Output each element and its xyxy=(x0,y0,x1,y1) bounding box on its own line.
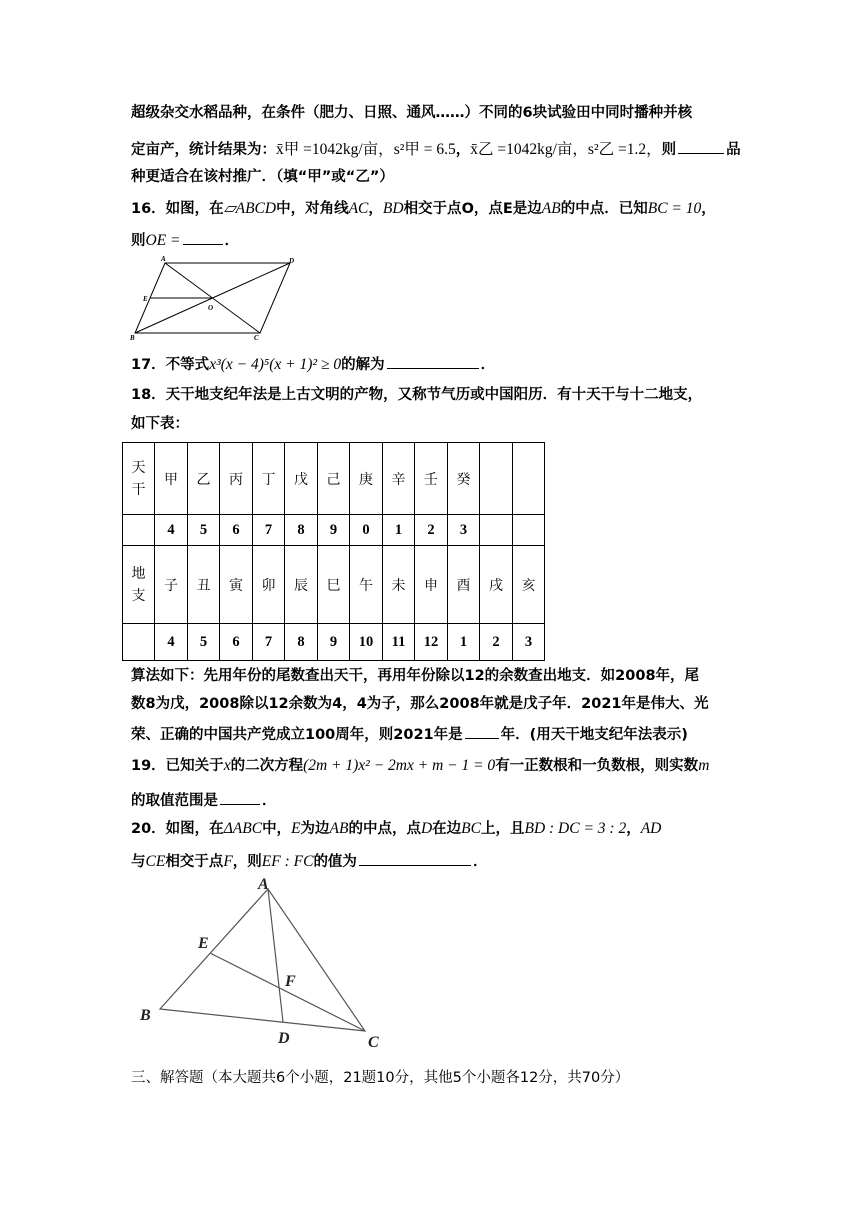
tiangan-label: 天 干 xyxy=(123,443,155,515)
q18-algo2: 数8为戊，2008除以12余数为4，4为子，那么2008年就是戊子年．2021年是伟大、光 xyxy=(131,696,709,712)
q20-line1: 20．如图，在ΔABC中，E为边AB的中点，点D在边BC上，且BD : DC = 3 : 2，AD xyxy=(131,820,662,837)
q20-line2: 与CE相交于点F，则EF : FC的值为 ． xyxy=(131,849,487,872)
s2-yi: s²乙 =1.2， xyxy=(587,141,662,158)
xbar-yi: x̄乙 =1042kg/亩， xyxy=(470,141,588,158)
q18-line1: 18．天干地支纪年法是上古文明的产物，又称节气历或中国阳历．有十天干与十二地支， xyxy=(131,387,703,403)
dizhi-num-row: 4 5 6 7 8 9 10 11 12 1 2 3 xyxy=(123,624,545,661)
quadratic-equation: (2m + 1)x² − 2mx + m − 1 = 0 xyxy=(303,757,496,774)
q18-algo1: 算法如下：先用年份的尾数查出天干，再用年份除以12的余数查出地支．如2008年，尾 xyxy=(131,668,700,684)
q15-line2: 定亩产，统计结果为：x̄甲 =1042kg/亩，s²甲 = 6.5，x̄乙 =1042kg/亩，s²乙 =1.2，则 品 xyxy=(131,137,741,160)
label-E: E xyxy=(143,295,148,303)
s2-jia: s²甲 = 6.5 xyxy=(393,141,456,158)
triangle-figure xyxy=(132,876,394,1056)
label-A: A xyxy=(161,255,166,263)
answer-blank-q16[interactable] xyxy=(183,228,223,245)
q18-line2: 如下表： xyxy=(131,416,189,432)
q19-line2: 的取值范围是 ． xyxy=(131,788,277,811)
tiangan-row: 天 干 甲 乙 丙 丁 戊 己 庚 辛 壬 癸 xyxy=(123,443,545,515)
label-C: C xyxy=(254,334,259,342)
answer-blank-q19[interactable] xyxy=(220,788,260,805)
parallelogram-figure xyxy=(125,255,295,345)
label-B: B xyxy=(130,334,135,342)
section3-heading: 三、解答题（本大题共6个小题，21题10分，其他5个小题各12分，共70分） xyxy=(131,1070,630,1086)
dizhi-row: 地 支 子 丑 寅 卯 辰 巳 午 未 申 酉 戌 亥 xyxy=(123,546,545,624)
dizhi-label: 地 支 xyxy=(123,546,155,624)
label-B2: B xyxy=(140,1007,151,1024)
q17-line: 17．不等式x³(x − 4)⁵(x + 1)² ≥ 0的解为 ． xyxy=(131,352,495,375)
answer-blank-q20[interactable] xyxy=(359,849,471,866)
label-D: D xyxy=(289,257,295,265)
label-D2: D xyxy=(278,1030,290,1047)
q19-line1: 19．已知关于x的二次方程(2m + 1)x² − 2mx + m − 1 = 0有一正数根和一负数根，则实数m xyxy=(131,757,710,774)
label-A2: A xyxy=(258,876,269,893)
q15-line3: 种更适合在该村推广．（填“甲”或“乙”） xyxy=(131,169,394,185)
q16-line2: 则OE = ． xyxy=(131,228,239,251)
tiangan-num-row: 4 5 6 7 8 9 0 1 2 3 xyxy=(123,515,545,546)
q16-line1: 16．如图，在▱ABCD中，对角线AC，BD相交于点O，点E是边AB的中点．已知BC = 10， xyxy=(131,200,716,217)
answer-blank-q15[interactable] xyxy=(678,137,724,154)
inequality: x³(x − 4)⁵(x + 1)² ≥ 0 xyxy=(209,356,342,373)
label-F2: F xyxy=(285,973,296,990)
ganzhi-table xyxy=(122,442,545,661)
label-E2: E xyxy=(198,935,209,952)
q18-algo3: 荣、正确的中国共产党成立100周年，则2021年是 年．(用天干地支纪年法表示) xyxy=(131,722,688,745)
answer-blank-q17[interactable] xyxy=(387,352,479,369)
xbar-jia: x̄甲 =1042kg/亩， xyxy=(276,141,394,158)
label-C2: C xyxy=(368,1034,379,1051)
answer-blank-q18[interactable] xyxy=(465,722,499,739)
label-O: O xyxy=(208,304,214,312)
q15-line1: 超级杂交水稻品种，在条件（肥力、日照、通风……）不同的6块试验田中同时播种并核 xyxy=(131,105,693,121)
